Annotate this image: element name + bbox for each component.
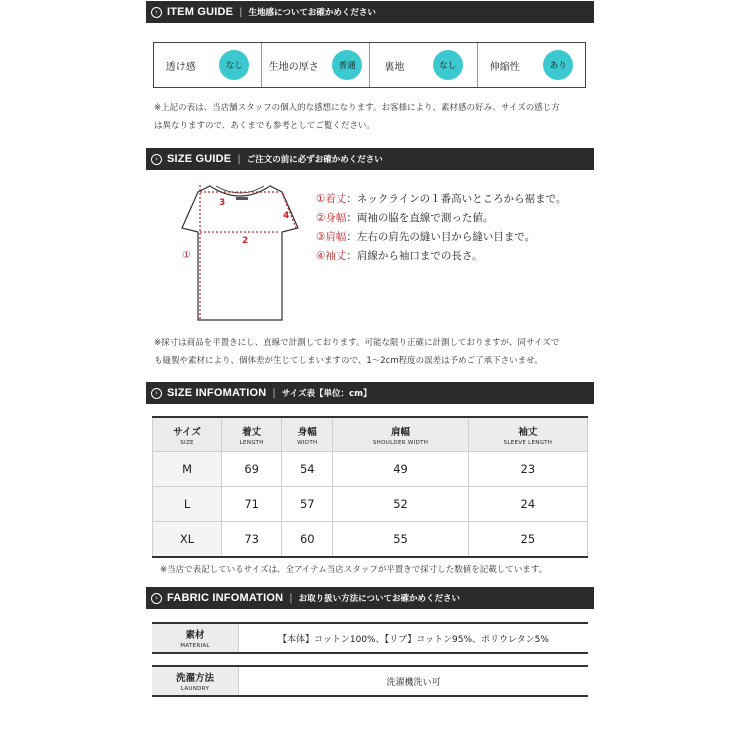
measure-desc: ：ネックラインの１番高いところから裾まで。 xyxy=(346,193,567,205)
material-label: 素材 MATERIAL xyxy=(152,624,239,652)
marker-4: 4 xyxy=(283,211,290,221)
measure-key: 着丈 xyxy=(325,193,347,205)
section-title: SIZE GUIDE xyxy=(167,153,232,165)
table-cell: 49 xyxy=(333,452,468,487)
guide-item xyxy=(370,43,478,87)
table-row xyxy=(153,522,588,558)
guide-badge: 普通 xyxy=(332,50,362,80)
table-cell: 52 xyxy=(333,487,468,522)
size-info-note: ※当店で表記しているサイズは、全アイテム当店スタッフが平置きで採寸した数値を記載しています。 xyxy=(160,565,548,575)
measure-num: ④ xyxy=(316,250,326,262)
note-line: ※上記の表は、当店舗スタッフの個人的な感想になります。お客様により、素材感の好み、サイズの感じ方 xyxy=(154,103,560,113)
note-line: ※採寸は商品を平置きにし、直線で計測しております。可能な限り正確に計測しておりますが、同サイズで xyxy=(154,338,560,348)
measure-num: ③ xyxy=(316,231,326,243)
measure-desc: ：両袖の脇を直線で測った値。 xyxy=(346,212,494,224)
section-subtitle: 生地感についてお確かめください xyxy=(248,8,376,18)
chevron-right-icon: › xyxy=(151,7,162,18)
size-info-header xyxy=(146,382,594,404)
guide-badge: なし xyxy=(219,50,249,80)
table-cell: 71 xyxy=(222,487,282,522)
guide-label: 透け感 xyxy=(165,61,196,73)
table-cell: XL xyxy=(153,522,222,558)
tshirt-outline xyxy=(182,186,298,320)
chevron-right-icon: › xyxy=(151,593,162,604)
table-cell: 23 xyxy=(468,452,587,487)
marker-1: ① xyxy=(182,250,191,261)
table-cell: M xyxy=(153,452,222,487)
size-guide-header xyxy=(146,148,594,170)
column-header: 肩幅 SHOULDER WIDTH xyxy=(333,417,468,452)
item-guide-note xyxy=(154,99,594,135)
item-guide-panel xyxy=(153,42,586,88)
measurement-item xyxy=(316,228,566,247)
section-title: SIZE INFOMATION xyxy=(167,387,267,399)
table-cell: 73 xyxy=(222,522,282,558)
marker-3: 3 xyxy=(219,198,226,208)
size-guide-note xyxy=(154,334,594,370)
laundry-value: 洗濯機洗い可 xyxy=(386,677,441,688)
guide-badge: あり xyxy=(543,50,573,80)
table-row xyxy=(153,487,588,522)
column-header: サイズ SIZE xyxy=(153,417,222,452)
column-header: 袖丈 SLEEVE LENGTH xyxy=(468,417,587,452)
note-line: も縫製や素材により、個体差が生じてしまいますので、1〜2cm程度の誤差は予めご了承下さいませ。 xyxy=(154,356,543,366)
measurement-list xyxy=(316,190,566,266)
section-subtitle: サイズ表【単位：cm】 xyxy=(281,389,372,399)
chevron-right-icon: › xyxy=(151,388,162,399)
measurement-item xyxy=(316,247,566,266)
table-cell: 60 xyxy=(282,522,333,558)
measure-desc: ：肩線から袖口までの長さ。 xyxy=(346,250,483,262)
material-value: 【本体】コットン100%、【リブ】コットン95%、ポリウレタン5% xyxy=(278,634,549,645)
measure-num: ① xyxy=(316,193,326,205)
measurement-item xyxy=(316,190,566,209)
material-row xyxy=(152,622,588,654)
measure-key: 肩幅 xyxy=(325,231,347,243)
divider: | xyxy=(289,592,293,604)
guide-label: 裏地 xyxy=(384,61,405,73)
section-subtitle: お取り扱い方法についてお確かめください xyxy=(298,594,460,604)
note-line: は異なりますので、あくまでも参考としてご覧ください。 xyxy=(154,121,375,131)
table-cell: L xyxy=(153,487,222,522)
column-header: 身幅 WIDTH xyxy=(282,417,333,452)
divider: | xyxy=(239,6,243,18)
item-guide-header xyxy=(146,1,594,23)
table-row xyxy=(153,452,588,487)
laundry-label: 洗濯方法 LAUNDRY xyxy=(152,667,239,695)
size-table xyxy=(152,416,588,558)
table-cell: 55 xyxy=(333,522,468,558)
divider: | xyxy=(272,387,276,399)
measure-num: ② xyxy=(316,212,326,224)
laundry-row xyxy=(152,665,588,697)
guide-label: 生地の厚さ xyxy=(268,61,319,73)
guide-badge: なし xyxy=(433,50,463,80)
guide-item xyxy=(478,43,585,87)
neck-tag xyxy=(236,197,248,200)
measurement-item xyxy=(316,209,566,228)
column-header: 着丈 LENGTH xyxy=(222,417,282,452)
section-title: FABRIC INFOMATION xyxy=(167,592,284,604)
guide-item xyxy=(154,43,262,87)
section-subtitle: ご注文の前に必ずお確かめください xyxy=(246,155,383,165)
guide-label: 伸縮性 xyxy=(489,61,520,73)
marker-2: 2 xyxy=(242,236,249,246)
guide-item xyxy=(262,43,370,87)
section-title: ITEM GUIDE xyxy=(167,6,234,18)
table-cell: 57 xyxy=(282,487,333,522)
table-cell: 24 xyxy=(468,487,587,522)
measure-desc: ：左右の肩先の縫い目から縫い目まで。 xyxy=(346,231,536,243)
table-cell: 25 xyxy=(468,522,587,558)
chevron-right-icon: › xyxy=(151,154,162,165)
table-header-row xyxy=(153,417,588,452)
measure-key: 身幅 xyxy=(325,212,347,224)
table-cell: 54 xyxy=(282,452,333,487)
measure-key: 袖丈 xyxy=(325,250,347,262)
table-cell: 69 xyxy=(222,452,282,487)
tshirt-diagram xyxy=(170,176,310,328)
divider: | xyxy=(237,153,241,165)
fabric-info-header xyxy=(146,587,594,609)
